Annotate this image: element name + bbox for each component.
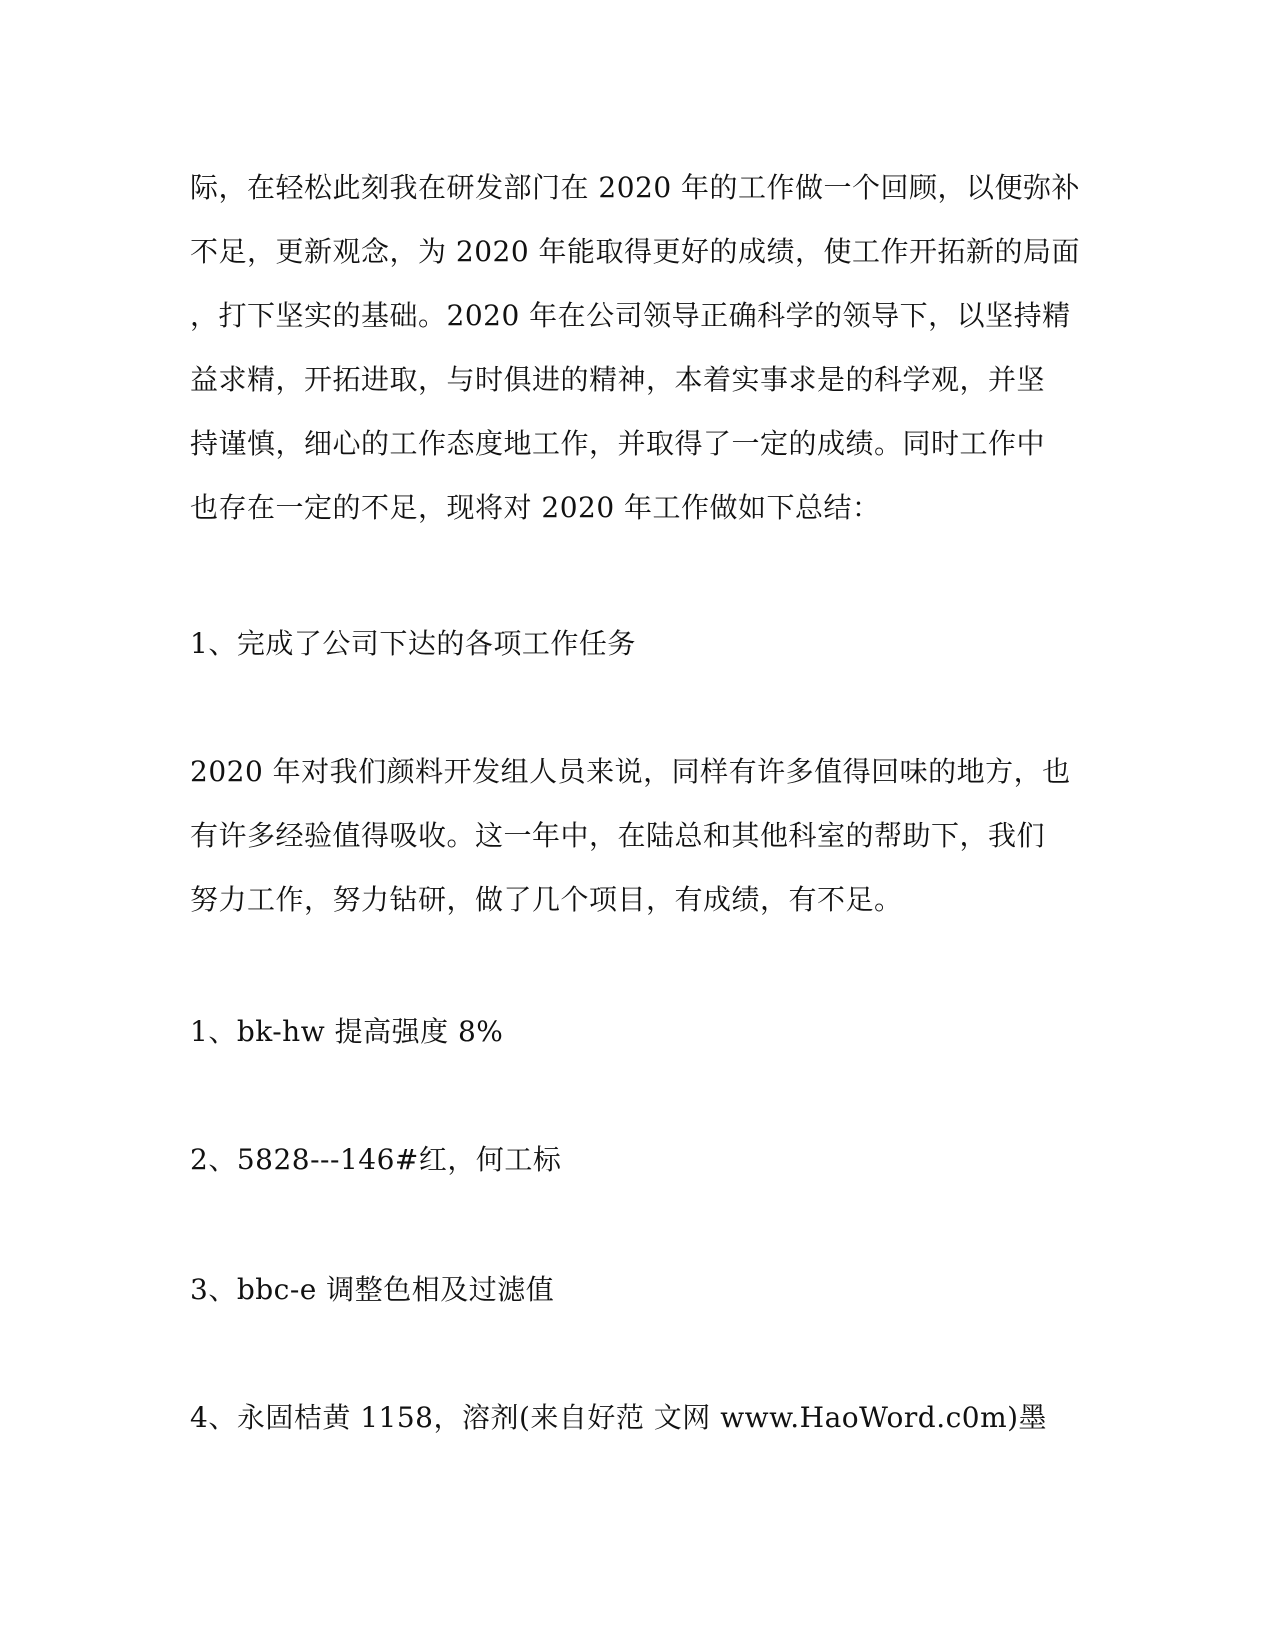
section-heading-text: 1、完成了公司下达的各项工作任务 xyxy=(190,627,636,660)
body-paragraph xyxy=(190,740,1090,932)
paragraph-line: 有许多经验值得吸收。这一年中，在陆总和其他科室的帮助下，我们 xyxy=(190,819,1046,852)
paragraph-line: 持谨慎，细心的工作态度地工作，并取得了一定的成绩。同时工作中 xyxy=(190,427,1046,460)
paragraph-line: ，打下坚实的基础。2020 年在公司领导正确科学的领导下，以坚持精 xyxy=(190,299,1071,332)
list-item-text: 3、bbc-e 调整色相及过滤值 xyxy=(190,1273,555,1306)
list-item xyxy=(190,1128,1090,1192)
list-item xyxy=(190,1258,1090,1322)
list-item-text: 2、5828---146#红，何工标 xyxy=(190,1143,562,1176)
paragraph-line: 努力工作，努力钻研，做了几个项目，有成绩，有不足。 xyxy=(190,883,903,916)
paragraph-line: 2020 年对我们颜料开发组人员来说，同样有许多值得回味的地方，也 xyxy=(190,755,1071,788)
list-item-text: 4、永固桔黄 1158，溶剂(来自好范 文网 www.HaoWord.c0m)墨 xyxy=(190,1401,1048,1434)
intro-paragraph xyxy=(190,156,1090,540)
paragraph-line: 也存在一定的不足，现将对 2020 年工作做如下总结： xyxy=(190,491,881,524)
paragraph-line: 益求精，开拓进取，与时俱进的精神，本着实事求是的科学观，并坚 xyxy=(190,363,1046,396)
list-item xyxy=(190,1000,1090,1064)
paragraph-line: 不足，更新观念，为 2020 年能取得更好的成绩，使工作开拓新的局面 xyxy=(190,235,1081,268)
list-item-text: 1、bk-hw 提高强度 8% xyxy=(190,1015,504,1048)
section-heading xyxy=(190,612,1090,676)
list-item xyxy=(190,1386,1090,1450)
paragraph-line: 际，在轻松此刻我在研发部门在 2020 年的工作做一个回顾，以便弥补 xyxy=(190,171,1081,204)
